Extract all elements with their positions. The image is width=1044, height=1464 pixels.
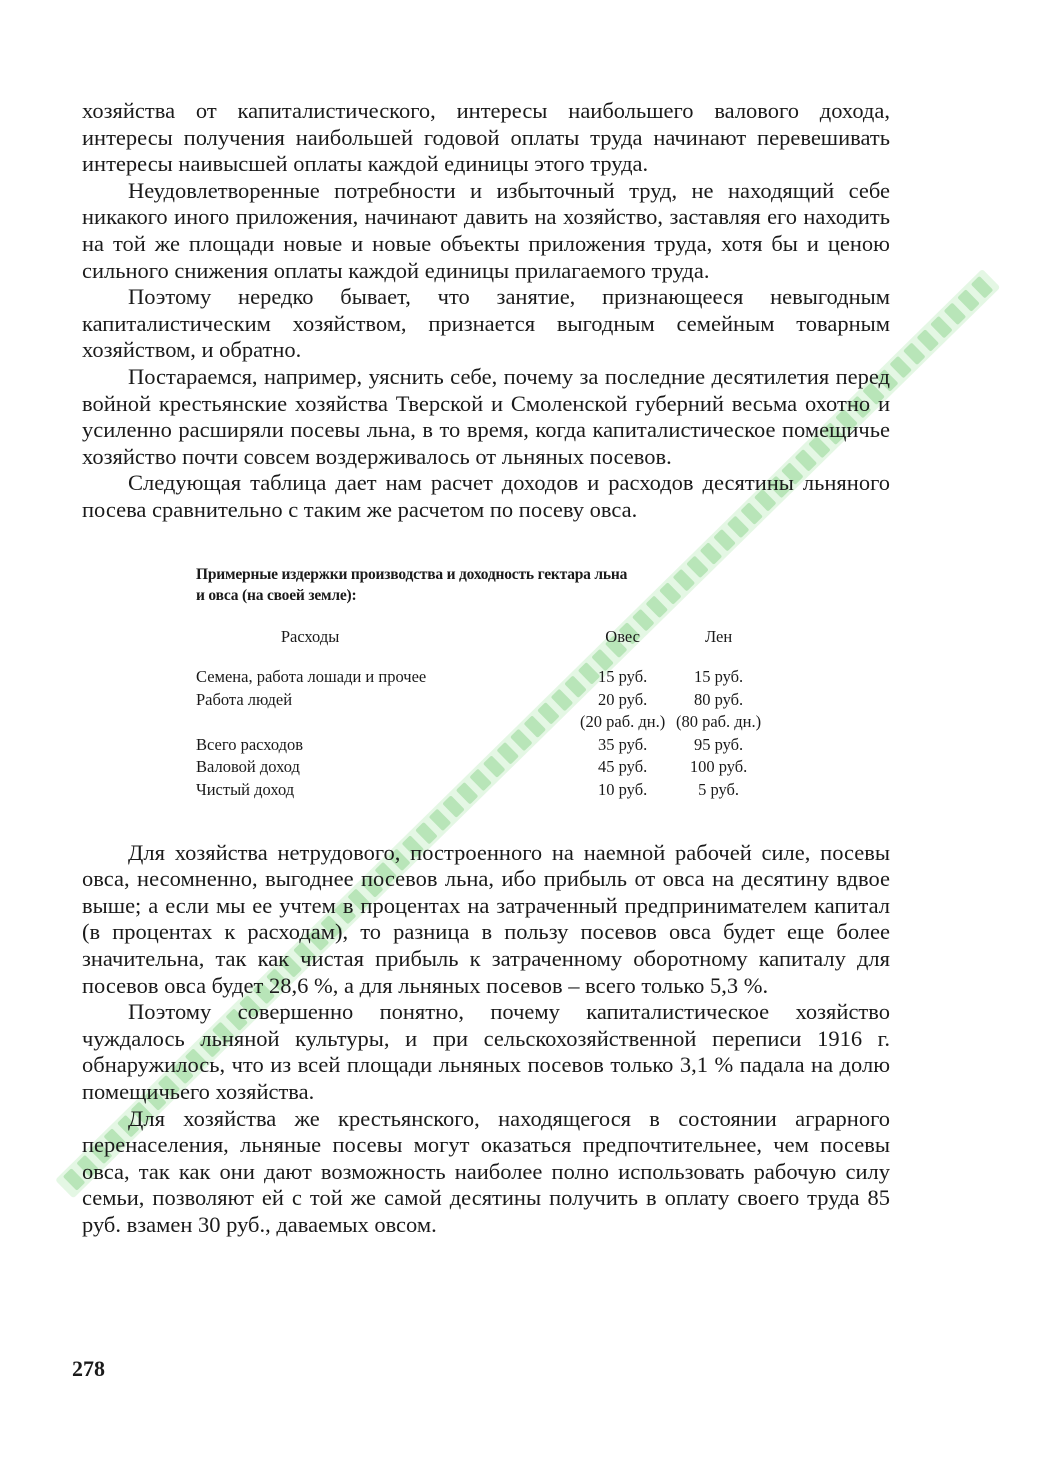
table-row [196,689,766,712]
watermark-block [889,356,912,379]
table-header-expenses: Расходы [280,626,340,646]
paragraph-7: Поэтому совершенно понятно, почему капиталистическое хозяйство чуждалось льняной культуры, и при сельскохозяйственной переписи 1916 г. обнаружилось, что из всей площади льняных посевов только 3,1 % падала на долю помещичьего хозяйства. [82,999,890,1104]
table-cell-flax: (80 раб. дн.) [675,712,762,732]
page-body [82,98,890,1239]
table-cell-label: Валовой доход [196,757,300,777]
table-cell-oats: 15 руб. [598,667,648,687]
table-cell-label: Работа людей [196,689,293,709]
text-after-table [82,840,890,1239]
table-cell-oats: 10 руб. [598,780,648,800]
paragraph-8: Для хозяйства же крестьянского, находящегося в состоянии аграрного перенаселения, льняные посевы могут оказаться предпочтительнее, чем посевы овса, так как они дают возможность наиболее полно использовать рабочую силу семьи, позволяют ей с той же самой десятины получить в оплату своего труда 85 руб. взамен 30 руб., даваемых овсом. [82,1105,890,1237]
table-cell-label: Семена, работа лошади и прочее [196,667,427,687]
watermark-block [930,316,953,339]
table-cell-oats: 35 руб. [598,734,648,754]
paragraph-1: хозяйства от капиталистического, интересы наибольшего валового дохода, интересы получения наибольшей годовой оплаты труда начинают перевешивать интересы наивысшей оплаты каждой единицы этого труда. [82,98,890,177]
watermark-block [903,342,926,365]
table-cell-label [196,711,574,734]
table-row [196,666,766,689]
table-cell-label: Чистый доход [196,780,295,800]
table-header-row [196,626,766,667]
watermark-block [971,276,994,299]
table-cell-flax: 80 руб. [693,689,744,709]
watermark-block [957,289,980,312]
table-cell-label: Всего расходов [196,734,304,754]
paragraph-5: Следующая таблица дает нам расчет доходов и расходов десятины льняного посева сравнительно с таким же расчетом по посеву овса. [82,470,890,522]
table-row [196,711,766,734]
paragraph-6: Для хозяйства нетрудового, построенного на наемной рабочей силе, посевы овса, несомненно, выгоднее посевов льна, ибо прибыль от овса на десятину вдвое выше; а если мы ее учтем в процентах на затраченный предпринимателем капитал (в процентах к расходам), то разница в пользу посевов овса будет еще более значительна, так как чистая прибыль к затраченному оборотному капиталу для посевов овса будет 28,6 %, а для льняных посевов – всего только 5,3 %. [82,839,890,998]
table-cell-oats: 45 руб. [598,757,648,777]
table-row [196,779,766,802]
table-caption-line-2: и овса (на своей земле): [196,586,357,604]
watermark-block [944,302,967,325]
table-cell-flax: 15 руб. [693,667,744,687]
table-cell-flax: 100 руб. [689,757,748,777]
table-row [196,734,766,757]
costs-table-block [196,564,796,802]
watermark-block [917,329,940,352]
page-number: 278 [72,1356,105,1381]
table-cell-flax: 5 руб. [698,780,740,800]
table-row [196,756,766,779]
table-cell-oats: 20 руб. [598,689,648,709]
table-cell-flax: 95 руб. [693,734,744,754]
paragraph-3: Поэтому нередко бывает, что занятие, признающееся невыгодным капиталистическим хозяйством, признается выгодным семейным товарным хозяйством, и обратно. [82,284,890,363]
table-caption-line-1: Примерные издержки производства и доходность гектара льна [196,565,628,583]
table-caption [196,564,796,606]
paragraph-2: Неудовлетворенные потребности и избыточный труд, не находящий себе никакого иного приложения, начинают давить на хозяйство, заставляя его находить на той же площади новые и новые объекты приложения труда, хотя бы и ценою сильного снижения оплаты каждой единицы прилагаемого труда. [82,177,890,283]
costs-table [196,626,766,802]
table-cell-oats: (20 раб. дн.) [580,712,666,732]
table-header-flax: Лен [704,626,733,646]
paragraph-4: Постараемся, например, уяснить себе, почему за последние десятилетия перед войной крестьянские хозяйства Тверской и Смоленской губерний весьма охотно и усиленно расширяли посевы льна, в то время, когда капиталистическое помещичье хозяйство почти совсем воздерживалось от льняных посевов. [82,363,890,469]
table-header-oats: Овес [605,626,640,646]
